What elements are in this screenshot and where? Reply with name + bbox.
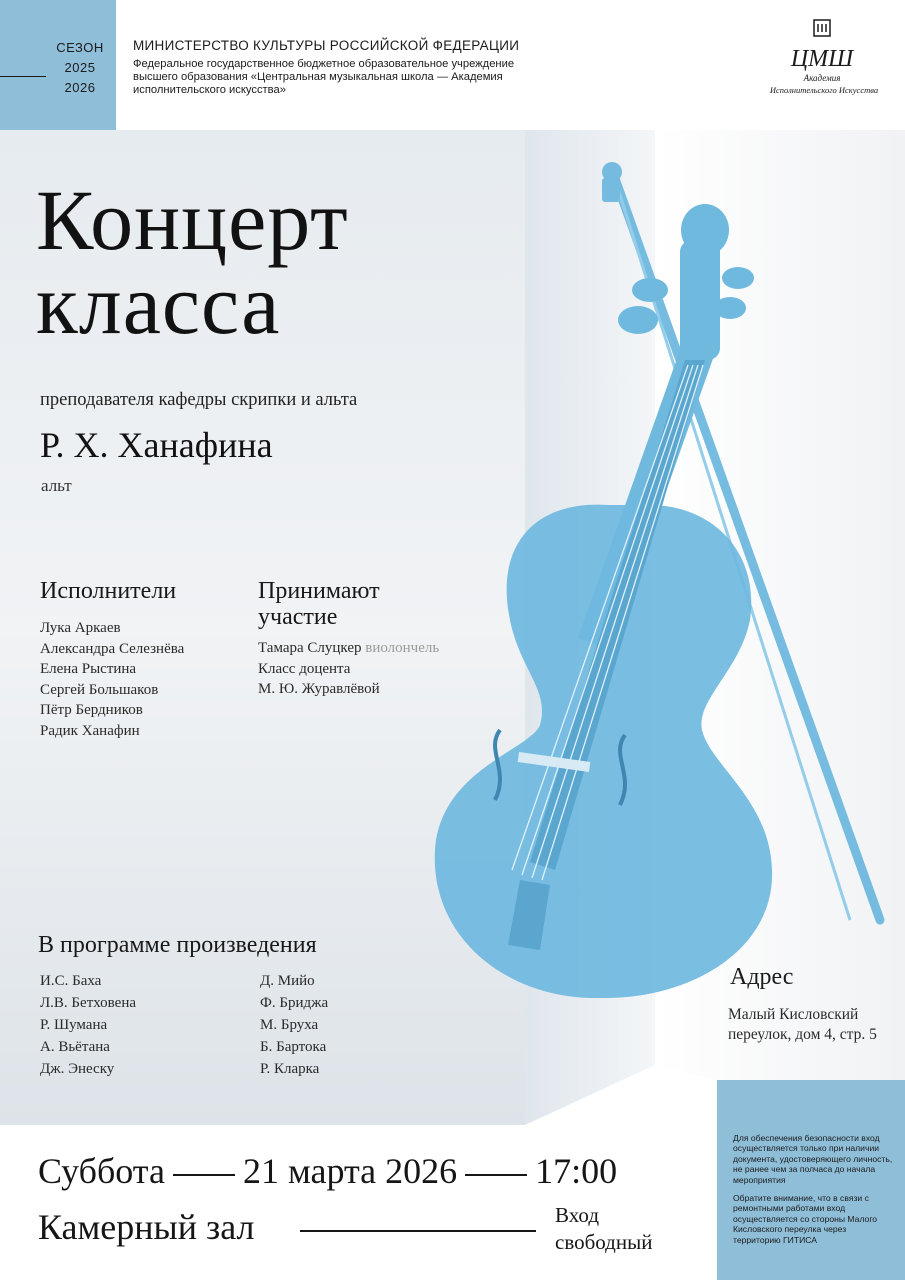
subtitle: преподавателя кафедры скрипки и альта <box>40 390 358 410</box>
season-year-end: 2026 <box>64 80 96 95</box>
heading-line: Принимают <box>258 578 380 604</box>
list-item: Александра Селезнёва <box>40 640 185 657</box>
list-item: Сергей Большаков <box>40 681 159 698</box>
teacher-name: Р. Х. Ханафина <box>40 425 273 465</box>
program-heading: В программе произведения <box>38 932 317 958</box>
participant-name: Тамара Слуцкер <box>258 640 362 656</box>
list-item: Л.В. Бетховена <box>40 995 137 1011</box>
institution-line: высшего образования «Центральная музыкальная школа — Академия <box>133 71 503 83</box>
list-item: Лука Аркаев <box>40 620 121 636</box>
list-item: М. Бруха <box>260 1017 319 1033</box>
list-item: Р. Шумана <box>40 1017 108 1033</box>
academy-logo <box>758 18 888 100</box>
concert-title <box>36 172 349 352</box>
security-notice <box>733 1133 895 1253</box>
season-label <box>52 38 108 98</box>
address-line: переулок, дом 4, стр. 5 <box>728 1026 877 1043</box>
event-date: 21 марта 2026 <box>242 1151 458 1191</box>
event-hall: Камерный зал <box>38 1207 255 1247</box>
participants-heading <box>258 578 468 630</box>
event-day: Суббота <box>38 1151 165 1191</box>
list-item: Дж. Энеску <box>40 1061 115 1077</box>
address-text <box>728 1005 877 1045</box>
participant-role: виолончель <box>365 640 440 656</box>
list-item: Д. Мийо <box>260 973 315 989</box>
program-composers-right <box>260 970 328 1080</box>
list-item: Класс доцента <box>258 660 351 677</box>
dash-divider <box>465 1174 527 1176</box>
institution-line: исполнительского искусства» <box>133 84 286 96</box>
list-item: Радик Ханафин <box>40 722 140 739</box>
ministry-title: МИНИСТЕРСТВО КУЛЬТУРЫ РОССИЙСКОЙ ФЕДЕРАЦИИ <box>133 38 520 53</box>
logo-text-line: Академия <box>803 73 841 83</box>
list-item: Ф. Бриджа <box>260 995 329 1011</box>
logo-monogram: ЦМШ <box>790 46 854 72</box>
institution-name <box>133 58 533 97</box>
season-word: СЕЗОН <box>56 40 104 55</box>
entry-line: Вход <box>555 1203 600 1227</box>
institution-line: Федеральное государственное бюджетное образовательное учреждение <box>133 58 515 70</box>
performers-list <box>40 618 184 741</box>
list-item: М. Ю. Журавлёвой <box>258 681 380 697</box>
entry-line: свободный <box>555 1230 653 1254</box>
logo-text-line: Исполнительского Искусства <box>769 85 879 95</box>
season-rule <box>0 76 46 77</box>
address-heading: Адрес <box>730 964 794 990</box>
title-line: Концерт <box>36 172 349 268</box>
list-item: И.С. Баха <box>40 973 102 989</box>
address-line: Малый Кисловский <box>728 1006 859 1023</box>
heading-line: участие <box>258 604 338 630</box>
list-item: Б. Бартока <box>260 1039 327 1055</box>
event-date-line <box>38 1150 617 1192</box>
list-item: Елена Рыстина <box>40 661 137 677</box>
entry-info <box>555 1202 652 1256</box>
dash-divider <box>173 1174 235 1176</box>
notice-paragraph: Обратите внимание, что в связи с ремонтными работами вход осуществляется со стороны Малого Кисловского переулка через территорию ГИТИСА <box>733 1193 878 1245</box>
program-composers-left <box>40 970 136 1080</box>
list-item: Пётр Бердников <box>40 702 143 718</box>
participants-list <box>258 638 439 700</box>
list-item: А. Вьётана <box>40 1039 110 1055</box>
season-year-start: 2025 <box>64 60 96 75</box>
list-item <box>258 638 439 659</box>
list-item: Р. Кларка <box>260 1061 320 1077</box>
notice-paragraph: Для обеспечения безопасности вход осуществляется только при наличии документа, удостоверяющего личность, не ранее чем за полчаса до начала мероприятия <box>733 1133 893 1185</box>
performers-heading: Исполнители <box>40 578 177 604</box>
logo-mark-icon <box>758 18 888 100</box>
event-time: 17:00 <box>535 1151 618 1191</box>
hall-rule <box>300 1230 536 1232</box>
teacher-instrument: альт <box>41 476 72 495</box>
title-line: класса <box>36 256 281 352</box>
